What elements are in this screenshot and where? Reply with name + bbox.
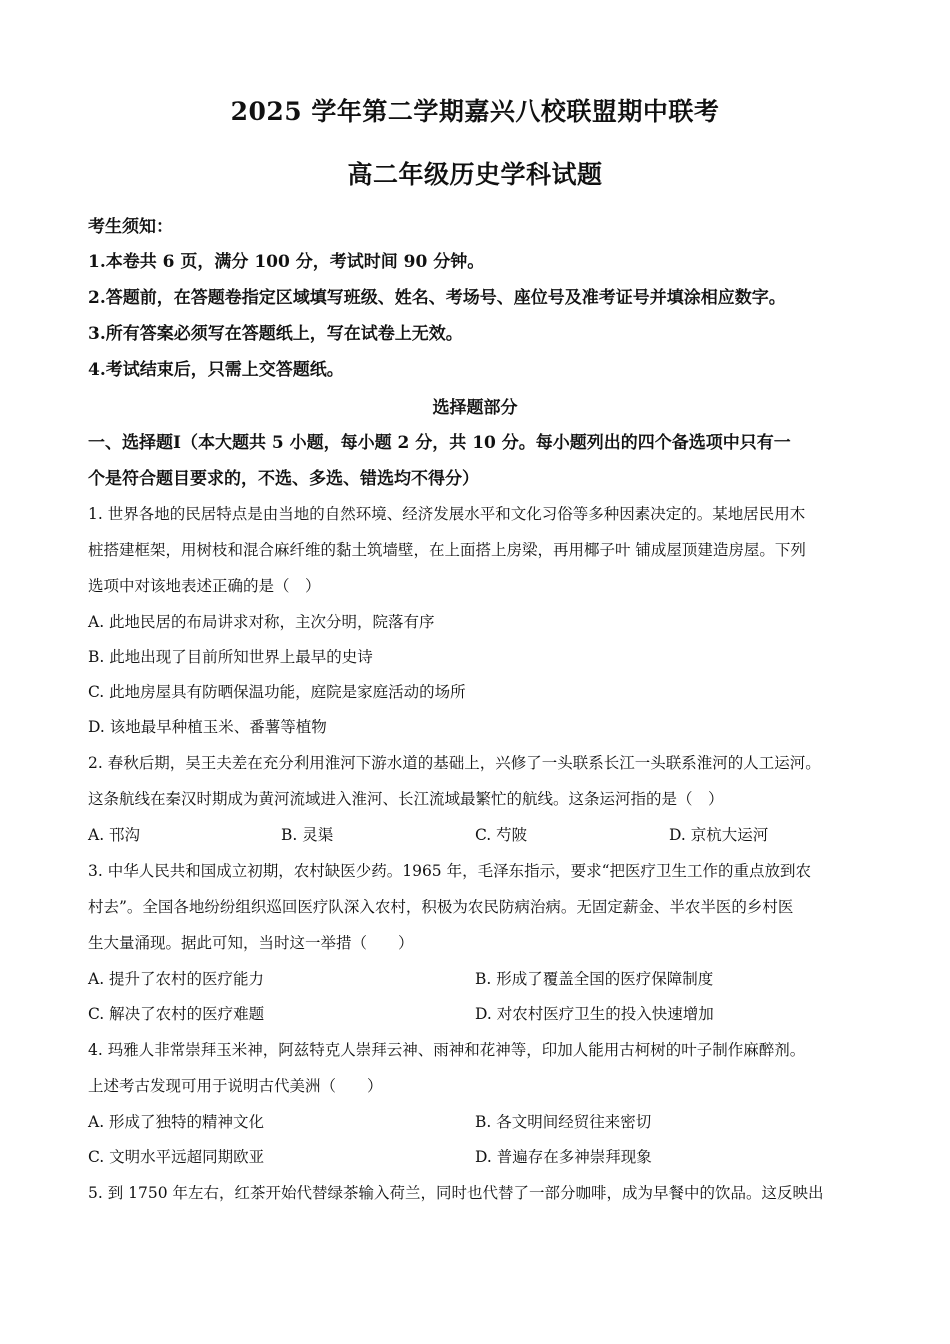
question-3-option-b[interactable]: B. 形成了覆盖全国的医疗保障制度 <box>475 970 714 988</box>
notice-heading: 考生须知： <box>88 217 173 237</box>
section-instruction: 一、选择题Ⅰ（本大题共 5 小题，每小题 2 分，共 10 分。每小题列出的四个备选项中只有一 <box>88 433 791 453</box>
question-1-option-d[interactable]: D. 该地最早种植玉米、番薯等植物 <box>88 718 327 736</box>
question-3-text: 生大量涌现。据此可知，当时这一举措（ ） <box>88 934 414 952</box>
question-3-option-d[interactable]: D. 对农村医疗卫生的投入快速增加 <box>475 1005 714 1023</box>
question-4-option-c[interactable]: C. 文明水平远超同期欧亚 <box>88 1148 265 1166</box>
question-3-text: 3. 中华人民共和国成立初期，农村缺医少药。1965 年，毛泽东指示，要求“把医疗卫生工作的重点放到农 <box>88 862 812 880</box>
question-1-option-a[interactable]: A. 此地民居的布局讲求对称，主次分明，院落有序 <box>88 613 435 631</box>
question-4-text: 4. 玛雅人非常崇拜玉米神，阿兹特克人崇拜云神、雨神和花神等，印加人能用古柯树的叶子制作麻醉剂。 <box>88 1041 806 1059</box>
question-2-text: 2. 春秋后期，吴王夫差在充分利用淮河下游水道的基础上，兴修了一头联系长江一头联系淮河的人工运河。 <box>88 754 821 772</box>
question-1-option-b[interactable]: B. 此地出现了目前所知世界上最早的史诗 <box>88 648 373 666</box>
question-1-option-c[interactable]: C. 此地房屋具有防晒保温功能，庭院是家庭活动的场所 <box>88 683 466 701</box>
section-instruction: 个是符合题目要求的，不选、多选、错选均不得分） <box>88 469 479 489</box>
question-3-text: 村去”。全国各地纷纷组织巡回医疗队深入农村，积极为农民防病治病。无固定薪金、半农半医的乡村医 <box>88 898 794 916</box>
notice-item: 3.所有答案必须写在答题纸上，写在试卷上无效。 <box>88 324 463 344</box>
question-2-option-b[interactable]: B. 灵渠 <box>281 826 334 844</box>
question-4-text: 上述考古发现可用于说明古代美洲（ ） <box>88 1077 383 1095</box>
question-2-option-c[interactable]: C. 芍陂 <box>475 826 528 844</box>
notice-item: 1.本卷共 6 页，满分 100 分，考试时间 90 分钟。 <box>88 252 485 272</box>
question-3-option-c[interactable]: C. 解决了农村的医疗难题 <box>88 1005 265 1023</box>
question-4-option-a[interactable]: A. 形成了独特的精神文化 <box>88 1113 265 1131</box>
question-3-option-a[interactable]: A. 提升了农村的医疗能力 <box>88 970 265 988</box>
notice-item: 4.考试结束后，只需上交答题纸。 <box>88 360 344 380</box>
section-title: 选择题部分 <box>432 398 518 418</box>
question-5-text: 5. 到 1750 年左右，红茶开始代替绿茶输入荷兰，同时也代替了一部分咖啡，成为早餐中的饮品。这反映出 <box>88 1184 824 1202</box>
question-4-option-d[interactable]: D. 普遍存在多神崇拜现象 <box>475 1148 652 1166</box>
question-1-text: 桩搭建框架，用树枝和混合麻纤维的黏土筑墙壁，在上面搭上房梁，再用椰子叶 铺成屋顶建造房屋。下列 <box>88 541 806 559</box>
question-4-option-b[interactable]: B. 各文明间经贸往来密切 <box>475 1113 652 1131</box>
question-1-text: 选项中对该地表述正确的是（ ） <box>88 577 321 595</box>
question-2-option-d[interactable]: D. 京杭大运河 <box>669 826 769 844</box>
question-2-option-a[interactable]: A. 邗沟 <box>88 826 141 844</box>
exam-subtitle: 高二年级历史学科试题 <box>347 160 603 189</box>
question-2-text: 这条航线在秦汉时期成为黄河流域进入淮河、长江流域最繁忙的航线。这条运河指的是（ ） <box>88 790 724 808</box>
question-1-text: 1. 世界各地的民居特点是由当地的自然环境、经济发展水平和文化习俗等多种因素决定的。某地居民用木 <box>88 505 806 523</box>
exam-title: 2025 学年第二学期嘉兴八校联盟期中联考 <box>230 97 720 126</box>
notice-item: 2.答题前，在答题卷指定区域填写班级、姓名、考场号、座位号及准考证号并填涂相应数字。 <box>88 288 786 308</box>
